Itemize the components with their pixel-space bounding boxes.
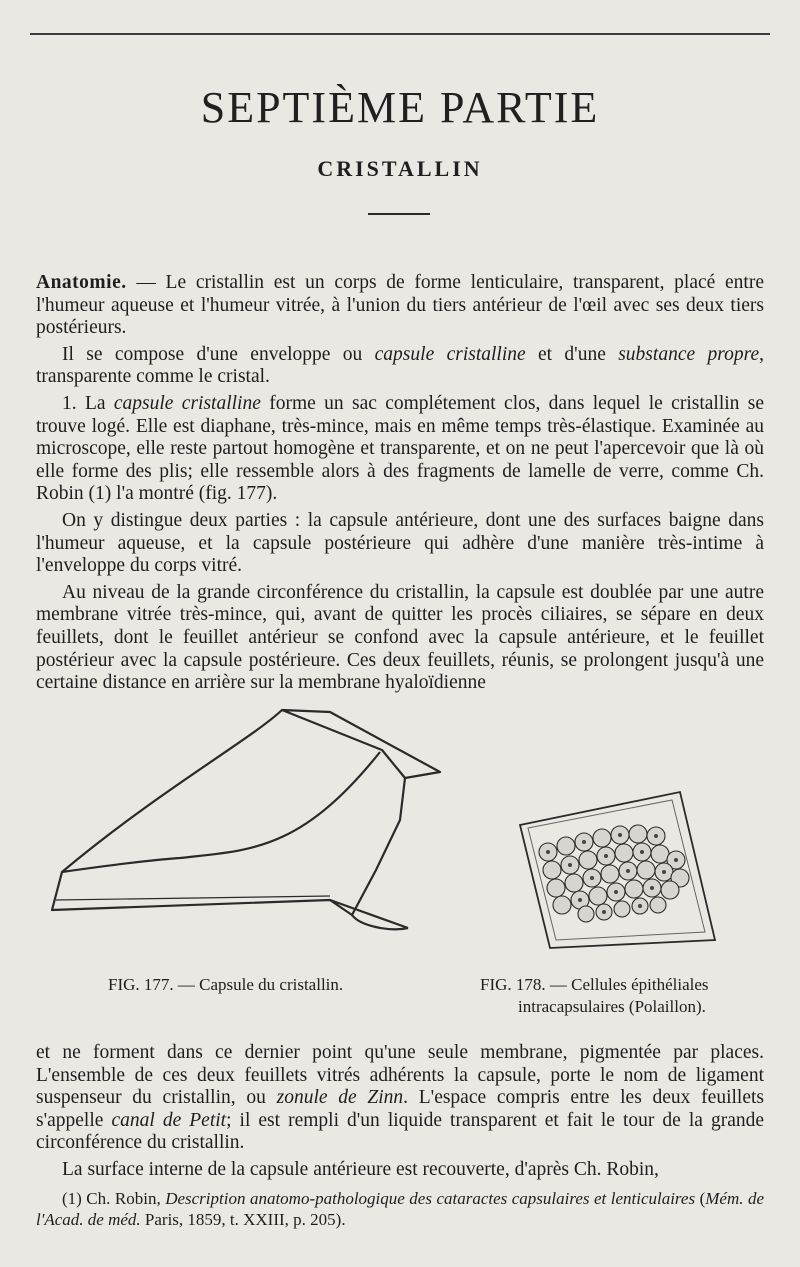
text-span: et d'une xyxy=(525,343,619,365)
paragraph-anatomie xyxy=(36,272,764,340)
body-text-bottom xyxy=(36,1042,764,1186)
text-span: (1) Ch. Robin, xyxy=(62,1189,166,1208)
body-text-top xyxy=(36,272,764,699)
paragraph-membrane: Au niveau de la grande circonférence du cristallin, la capsule est doublée par une autre membrane vitrée très-mince, qui, avant de quitter les procès ciliaires, se sépare en deux feuillets, dont le feuillet antérieur se confond avec la capsule antérieure, et le feuillet postérieur avec la capsule postérieure. Ces deux feuillets, réunis, se prolongent jusqu'à une certaine distance en arrière sur la membrane hyaloïdienne xyxy=(36,581,764,694)
page-title: SEPTIÈME PARTIE xyxy=(200,83,600,132)
section-rule xyxy=(368,213,430,215)
paragraph-capsule xyxy=(36,393,764,506)
text-span: forme un sac complétement clos, dans lequel le cristallin se trouve logé. Elle est diaphane, très-mince, mais en même temps très-élastique. Examinée au microscope, elle reste partout homogène et transparente, et on ne peut l'apercevoir que là où elle forme des plis; elle ressemble alors à des fragments de lamelle de verre, comme Ch. Robin (1) l'a montré (fig. 177). xyxy=(36,392,764,505)
italic-term: Mém. de l'Acad. de méd. xyxy=(36,1189,765,1229)
text-span: 1. La xyxy=(62,392,114,414)
text-span: ( xyxy=(695,1189,706,1208)
paragraph-surface: La surface interne de la capsule antérieure est recouverte, d'après Ch. Robin, xyxy=(62,1158,659,1180)
fig-178-caption-line1: FIG. 178. — Cellules épithéliales xyxy=(480,975,709,994)
section-title: CRISTALLIN xyxy=(317,156,483,181)
italic-term: canal de Petit xyxy=(111,1109,227,1131)
paragraph-parts: On y distingue deux parties : la capsule antérieure, dont une des surfaces baigne dans l'humeur aqueuse, et la capsule postérieure qui adhère d'une manière très-intime à l'enveloppe du corps vitré. xyxy=(36,509,764,577)
top-rule xyxy=(30,33,770,35)
text-span: et ne forment dans ce dernier point qu'une seule membrane, pigmentée par places. L'ensemble de ces deux feuillets vitrés adhérents la capsule, porte le nom de ligament suspenseur du cristallin, ou xyxy=(36,1042,764,1109)
footnote xyxy=(36,1188,764,1230)
italic-term: Description anatomo-pathologique des cataractes capsulaires et lenticulaires xyxy=(165,1189,696,1208)
italic-term: zonule de Zinn xyxy=(276,1087,404,1109)
fig-177-caption: FIG. 177. — Capsule du cristallin. xyxy=(108,975,344,994)
paragraph-text: — Le cristallin est un corps de forme lenticulaire, transparent, placé entre l'humeur aqueuse et l'humeur vitrée, à l'union du tiers antérieur de l'œil avec ses deux tiers postérieurs. xyxy=(36,272,764,339)
fig-177-drawing xyxy=(52,710,440,929)
text-span: Paris, 1859, t. XXIII, p. 205). xyxy=(140,1210,346,1229)
fig-178-caption-line2: intracapsulaires (Polaillon). xyxy=(518,997,706,1016)
paragraph-zonule xyxy=(36,1042,764,1155)
text-span: , transparente comme le cristal. xyxy=(36,343,764,388)
text-span: . L'espace compris entre les deux feuillets s'appelle xyxy=(36,1087,764,1131)
italic-term: substance propre xyxy=(618,343,760,365)
text-span: ; il est rempli d'un liquide transparent et fait le tour de la grande circonférence du cristallin. xyxy=(36,1109,764,1154)
footnote-text xyxy=(36,1188,764,1230)
text-span: Il se compose d'une enveloppe ou xyxy=(62,343,375,365)
italic-term: capsule cristalline xyxy=(113,392,261,414)
paragraph-composition xyxy=(36,344,764,389)
figures-area xyxy=(0,700,800,960)
lead-word: Anatomie. xyxy=(36,272,127,293)
italic-term: capsule cristalline xyxy=(374,343,526,365)
fig-178-drawing xyxy=(520,792,715,948)
